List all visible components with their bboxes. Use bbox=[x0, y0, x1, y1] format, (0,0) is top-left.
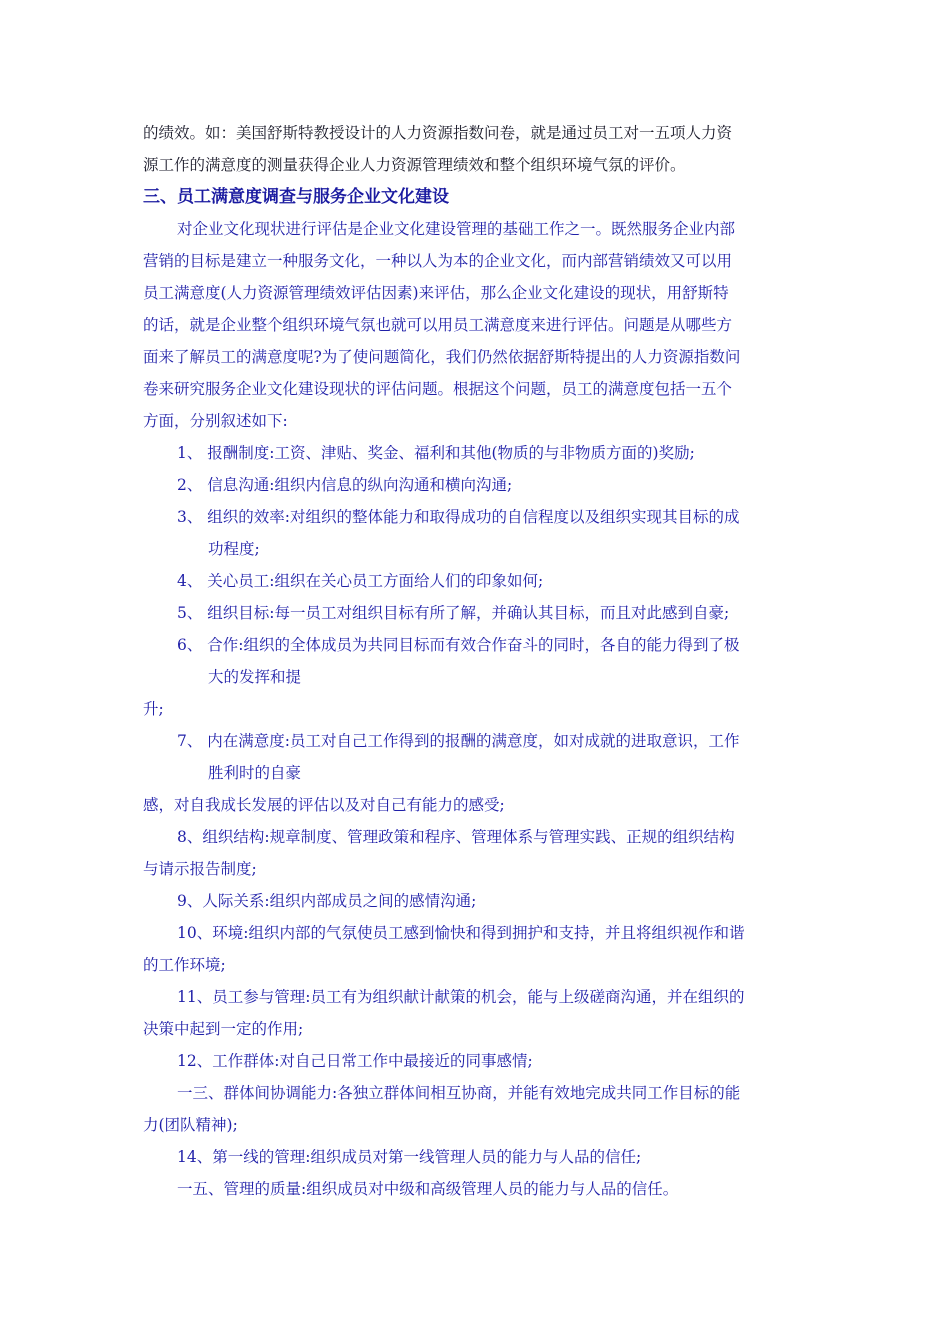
paragraph-line-3: 员工满意度(人力资源管理绩效评估因素)来评估，那么企业文化建设的现状，用舒斯特 bbox=[143, 284, 729, 302]
paragraph-line-4: 的话，就是企业整个组织环境气氛也就可以用员工满意度来进行评估。问题是从哪些方 bbox=[143, 316, 733, 334]
list-item-3-cont: 功程度; bbox=[208, 540, 260, 558]
intro-line-2: 源工作的满意度的测量获得企业人力资源管理绩效和整个组织环境气氛的评价。 bbox=[143, 156, 686, 174]
list-item-10-cont: 的工作环境; bbox=[143, 956, 226, 974]
list-item-10: 10、环境:组织内部的气氛使员工感到愉快和得到拥护和支持，并且将组织视作和谐 bbox=[177, 924, 745, 942]
paragraph-line-7: 方面，分别叙述如下: bbox=[143, 412, 288, 430]
list-item-8-cont: 与请示报告制度; bbox=[143, 860, 257, 878]
list-item-1: 1、 报酬制度:工资、津贴、奖金、福利和其他(物质的与非物质方面的)奖励; bbox=[177, 444, 695, 462]
intro-line-1: 的绩效。如：美国舒斯特教授设计的人力资源指数问卷，就是通过员工对一五项人力资 bbox=[143, 124, 733, 142]
paragraph-line-5: 面来了解员工的满意度呢?为了使问题简化，我们仍然依据舒斯特提出的人力资源指数问 bbox=[143, 348, 741, 366]
list-item-12: 12、工作群体:对自己日常工作中最接近的同事感情; bbox=[177, 1052, 533, 1070]
list-item-2: 2、 信息沟通:组织内信息的纵向沟通和横向沟通; bbox=[177, 476, 513, 494]
paragraph-line-6: 卷来研究服务企业文化建设现状的评估问题。根据这个问题，员工的满意度包括一五个 bbox=[143, 380, 733, 398]
list-item-7-tail: 感，对自我成长发展的评估以及对自己有能力的感受; bbox=[143, 796, 505, 814]
paragraph-line-2: 营销的目标是建立一种服务文化，一种以人为本的企业文化，而内部营销绩效又可以用 bbox=[143, 252, 733, 270]
list-item-3: 3、 组织的效率:对组织的整体能力和取得成功的自信程度以及组织实现其目标的成 bbox=[177, 508, 740, 526]
list-item-11-cont: 决策中起到一定的作用; bbox=[143, 1020, 304, 1038]
list-item-8: 8、组织结构:规章制度、管理政策和程序、管理体系与管理实践、正规的组织结构 bbox=[177, 828, 735, 846]
list-item-6-tail: 升; bbox=[143, 700, 164, 718]
list-item-7-cont: 胜利时的自豪 bbox=[208, 764, 302, 782]
list-item-7: 7、 内在满意度:员工对自己工作得到的报酬的满意度，如对成就的进取意识，工作 bbox=[177, 732, 740, 750]
list-item-9: 9、人际关系:组织内部成员之间的感情沟通; bbox=[177, 892, 477, 910]
list-item-6: 6、 合作:组织的全体成员为共同目标而有效合作奋斗的同时，各自的能力得到了极 bbox=[177, 636, 740, 654]
list-item-13-cont: 力(团队精神); bbox=[143, 1116, 238, 1134]
list-item-13: 一三、群体间协调能力:各独立群体间相互协商，并能有效地完成共同工作目标的能 bbox=[177, 1084, 741, 1102]
list-item-11: 11、员工参与管理:员工有为组织献计献策的机会，能与上级磋商沟通，并在组织的 bbox=[177, 988, 745, 1006]
section-heading: 三、员工满意度调查与服务企业文化建设 bbox=[143, 187, 449, 207]
list-item-4: 4、 关心员工:组织在关心员工方面给人们的印象如何; bbox=[177, 572, 544, 590]
list-item-15: 一五、管理的质量:组织成员对中级和高级管理人员的能力与人品的信任。 bbox=[177, 1180, 679, 1198]
list-item-5: 5、 组织目标:每一员工对组织目标有所了解，并确认其目标，而且对此感到自豪; bbox=[177, 604, 730, 622]
list-item-6-cont: 大的发挥和提 bbox=[208, 668, 302, 686]
paragraph-line-1: 对企业文化现状进行评估是企业文化建设管理的基础工作之一。既然服务企业内部 bbox=[177, 220, 736, 238]
list-item-14: 14、第一线的管理:组织成员对第一线管理人员的能力与人品的信任; bbox=[177, 1148, 642, 1166]
